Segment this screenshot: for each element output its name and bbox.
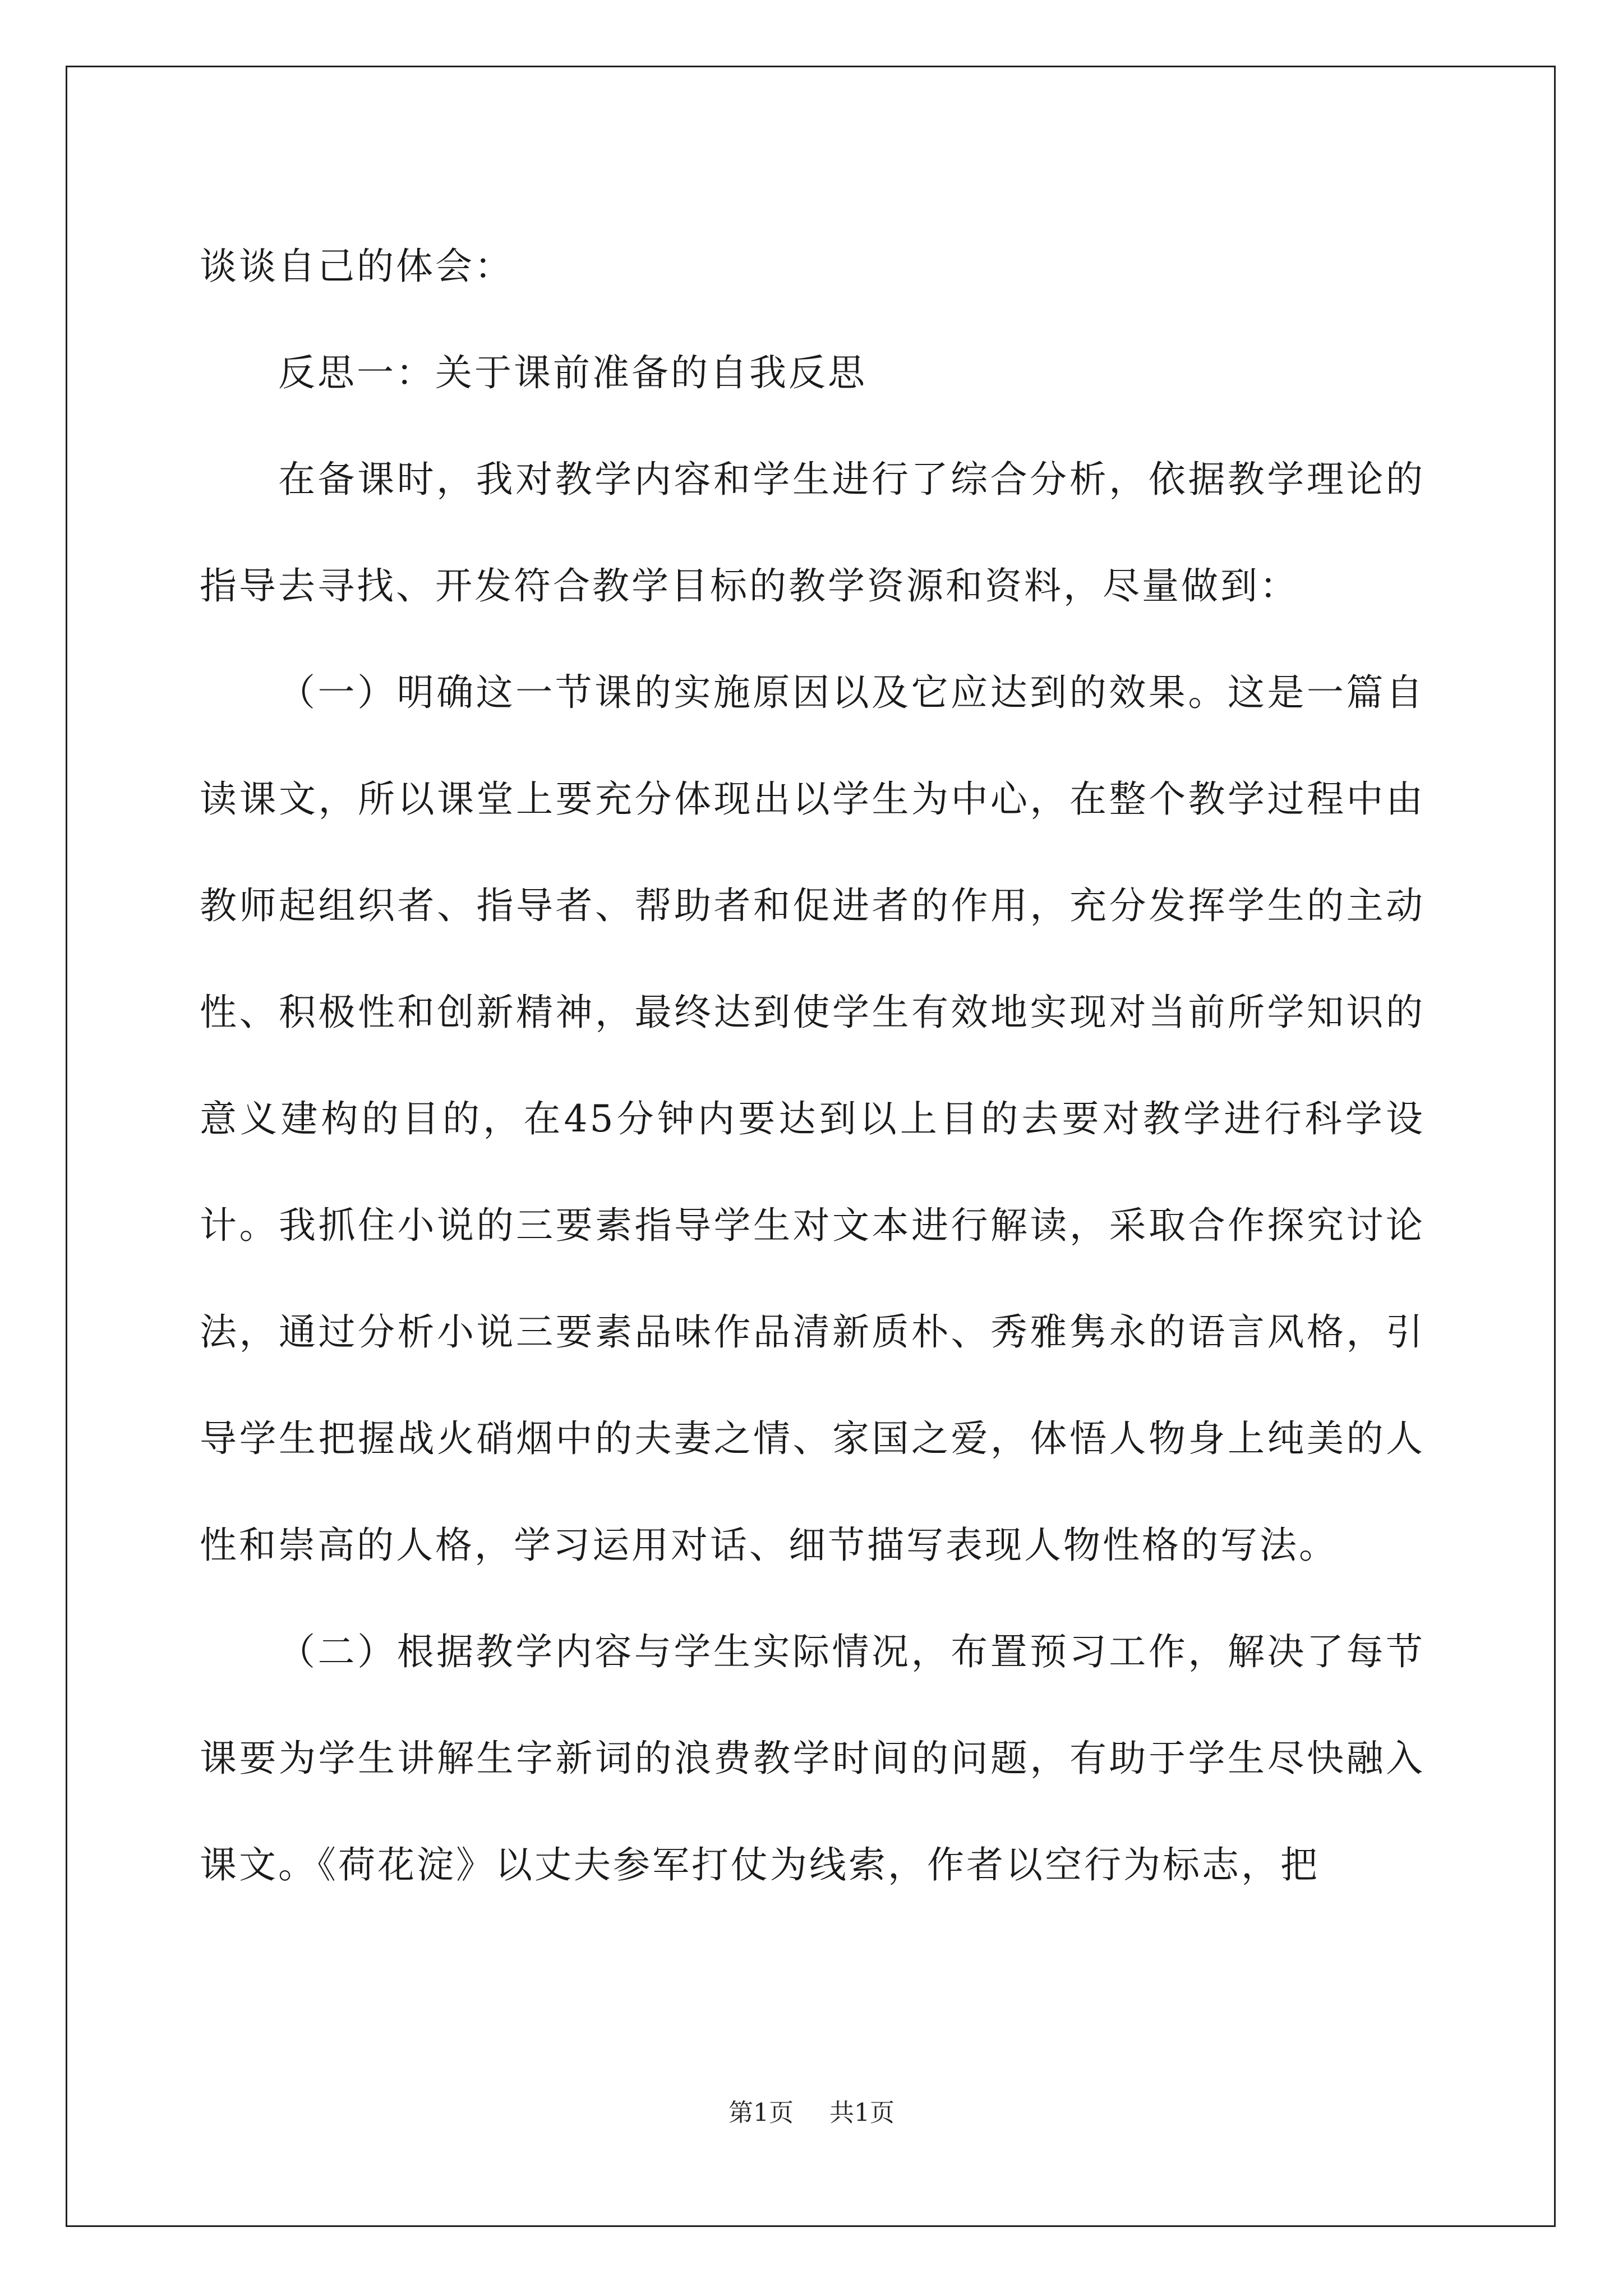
paragraph-point-1: （一）明确这一节课的实施原因以及它应达到的效果。这是一篇自读课文，所以课堂上要充分体现出以学生为中心，在整个教学过程中由教师起组织者、指导者、帮助者和促进者的作用，充分发挥学生的主动性、积极性和创新精神，最终达到使学生有效地实现对当前所学知识的意义建构的目的，在45分钟内要达到以上目的去要对教学进行科学设计。我抓住小说的三要素指导学生对文本进行解读，采取合作探究讨论法，通过分析小说三要素品味作品清新质朴、秀雅隽永的语言风格，引导学生把握战火硝烟中的夫妻之情、家国之爱，体悟人物身上纯美的人性和崇高的人格，学习运用对话、细节描写表现人物性格的写法。 [200,671,1425,1567]
page-footer [0,2092,1623,2128]
page-total: 共1页 [829,2099,895,2127]
paragraph-intro: 谈谈自己的体会： [200,245,514,288]
document-body [200,213,1425,1918]
page-number: 第1页 [728,2099,794,2127]
paragraph-preparation: 在备课时，我对教学内容和学生进行了综合分析，依据教学理论的指导去寻找、开发符合教学目标的教学资源和资料，尽量做到： [200,458,1425,608]
paragraph-point-2: （二）根据教学内容与学生实际情况，布置预习工作，解决了每节课要为学生讲解生字新词的浪费教学时间的问题，有助于学生尽快融入课文。《荷花淀》以丈夫参军打仗为线索，作者以空行为标志，把 [200,1630,1425,1887]
paragraph-heading-reflection-1: 反思一：关于课前准备的自我反思 [278,351,867,394]
